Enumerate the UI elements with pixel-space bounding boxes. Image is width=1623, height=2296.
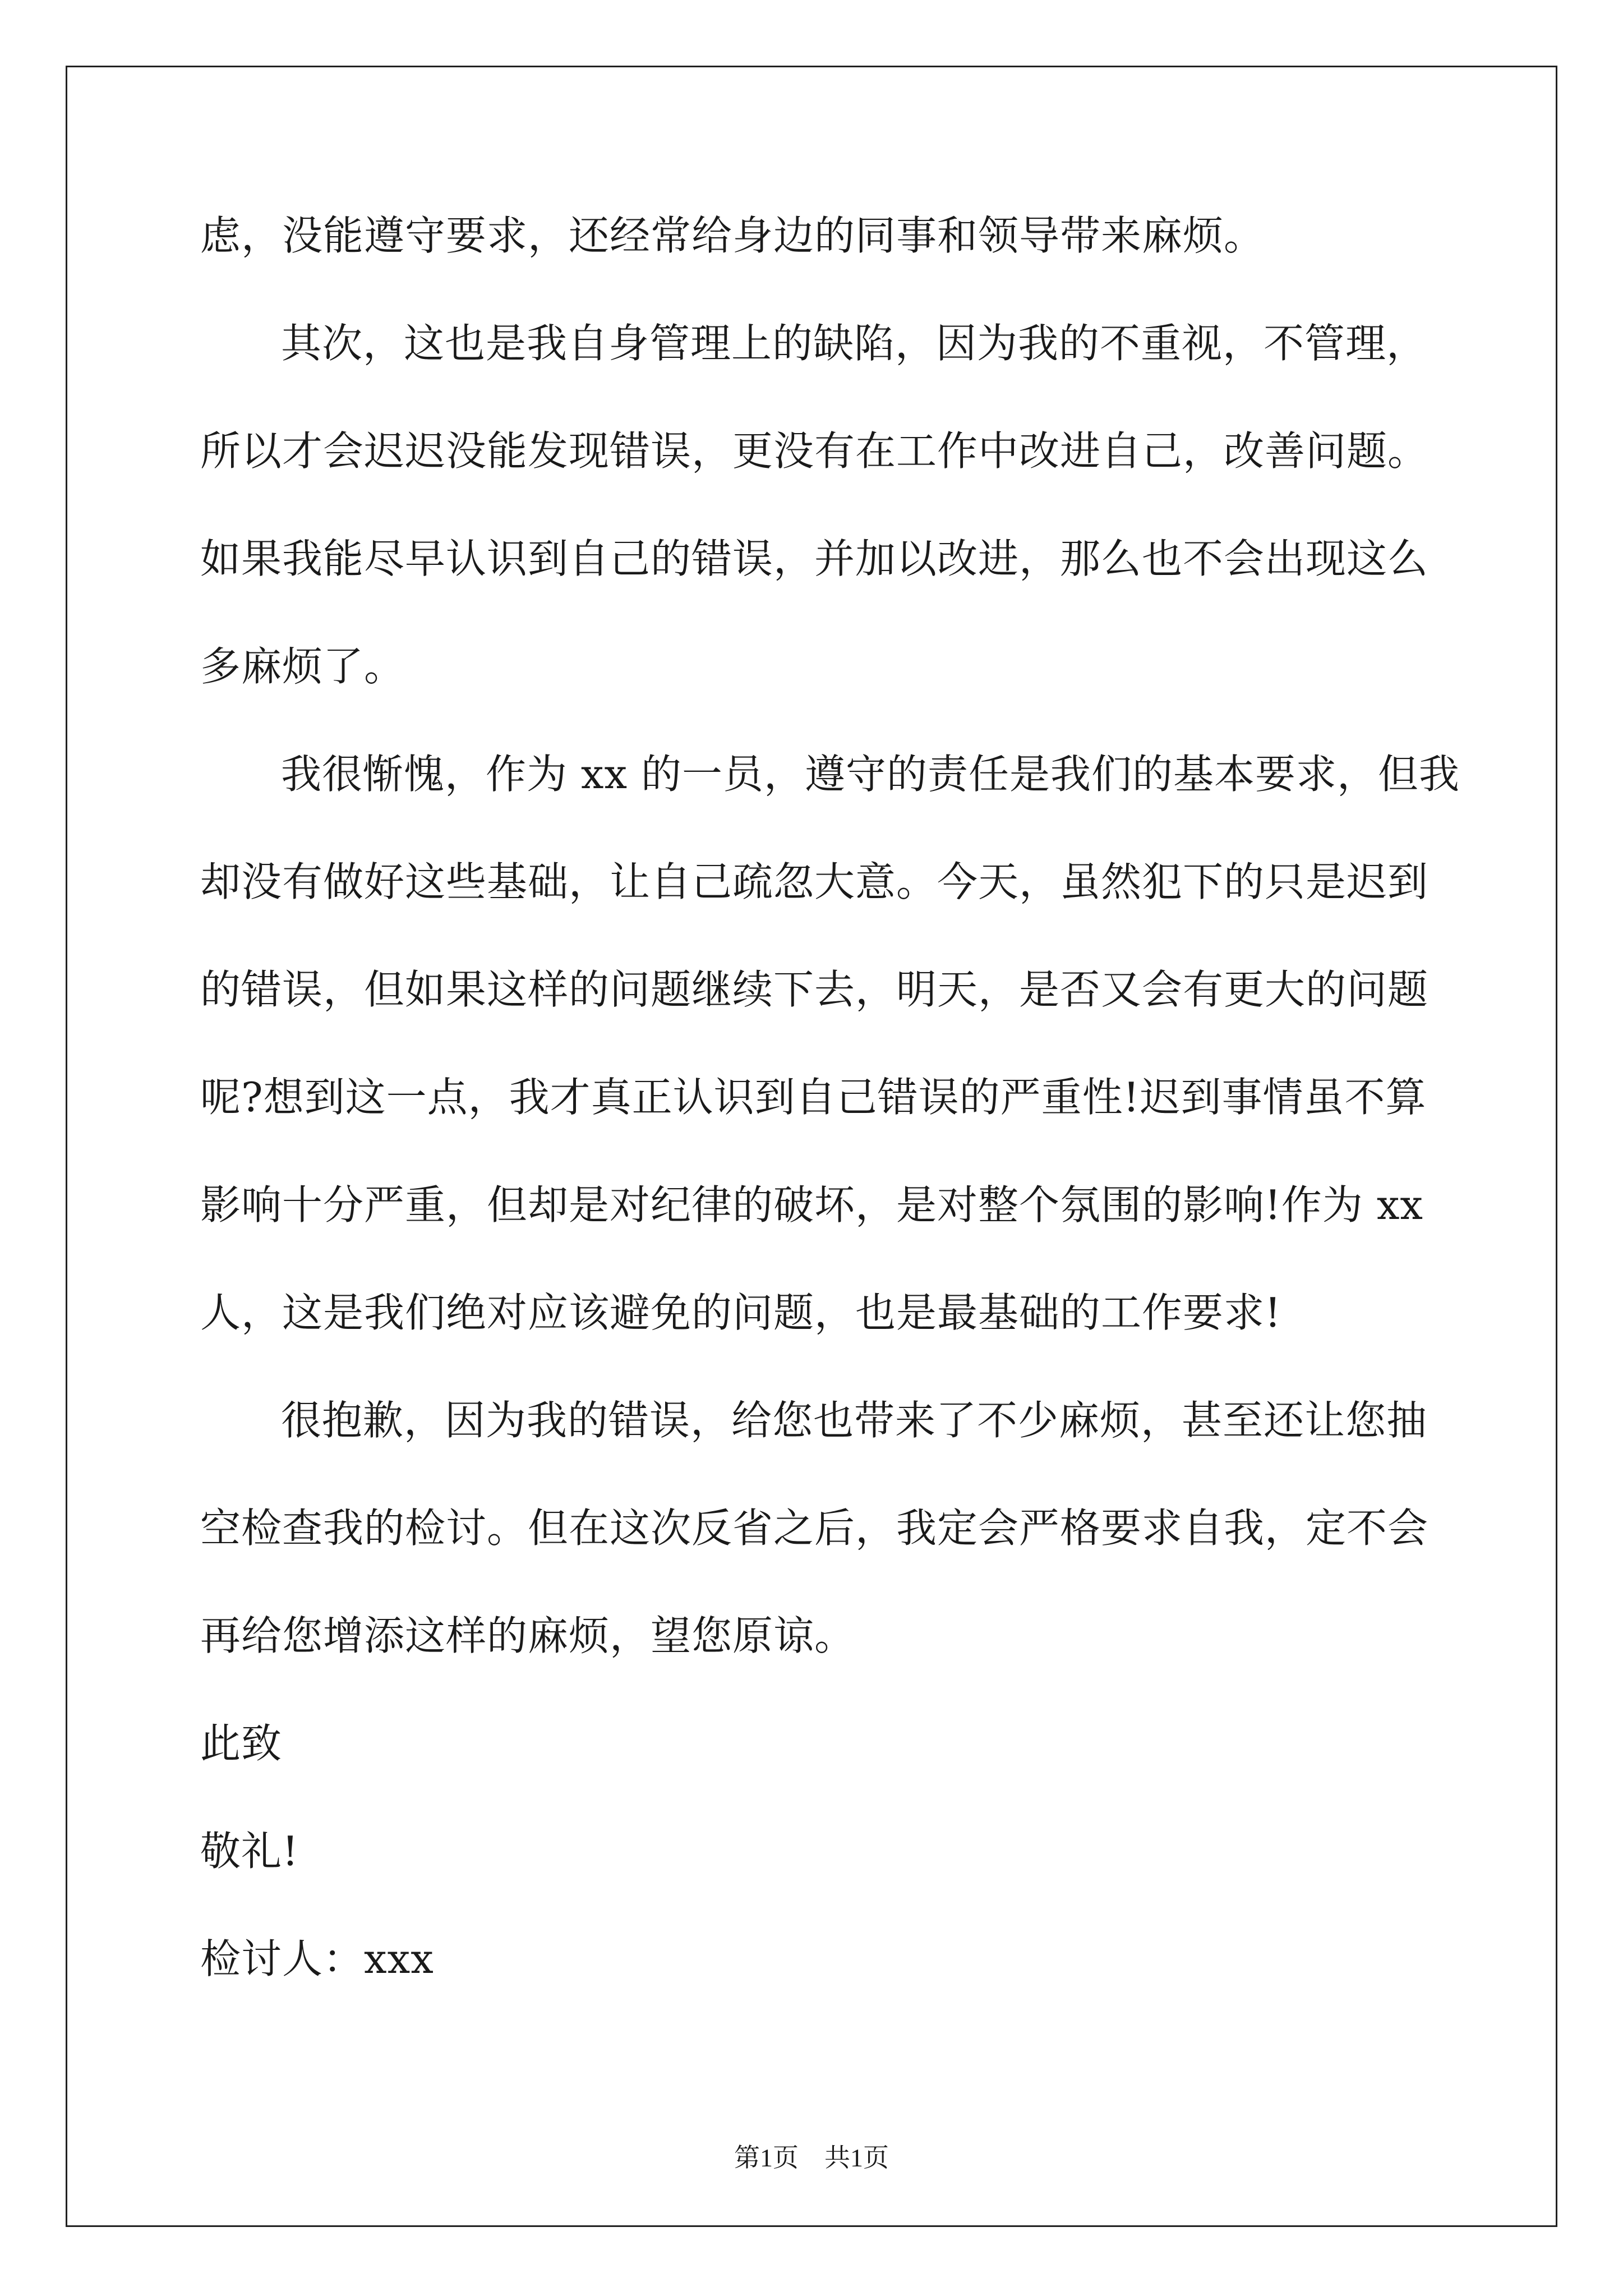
body-line: 其次，这也是我自身管理上的缺陷，因为我的不重视，不管理，: [281, 320, 1428, 367]
body-line: 呢?想到这一点，我才真正认识到自己错误的严重性!迟到事情虽不算: [200, 1074, 1427, 1121]
body-line: 很抱歉，因为我的错误，给您也带来了不少麻烦，甚至还让您抽: [281, 1397, 1428, 1444]
body-line: 却没有做好这些基础，让自己疏忽大意。今天，虽然犯下的只是迟到: [200, 858, 1429, 905]
body-line: 虑，没能遵守要求，还经常给身边的同事和领导带来麻烦。: [200, 212, 1265, 259]
body-line: 再给您增添这样的麻烦，望您原谅。: [200, 1612, 856, 1659]
body-line: 多麻烦了。: [200, 643, 405, 690]
closing-salutation: 此致: [200, 1720, 283, 1767]
body-line: 影响十分严重，但却是对纪律的破坏，是对整个氛围的影响!作为 xx: [200, 1181, 1424, 1228]
document-body: [200, 209, 1460, 2040]
body-line: 我很惭愧，作为 xx 的一员，遵守的责任是我们的基本要求，但我: [281, 751, 1460, 798]
body-line: 如果我能尽早认识到自己的错误，并加以改进，那么也不会出现这么: [200, 535, 1429, 582]
body-line: 所以才会迟迟没能发现错误，更没有在工作中改进自己，改善问题。: [200, 427, 1429, 475]
body-line: 的错误，但如果这样的问题继续下去，明天，是否又会有更大的问题: [200, 966, 1429, 1013]
body-line: 人，这是我们绝对应该避免的问题，也是最基础的工作要求!: [200, 1289, 1281, 1336]
body-line: 空检查我的检讨。但在这次反省之后，我定会严格要求自我，定不会: [200, 1504, 1429, 1552]
signature-line: 检讨人：xxx: [200, 1935, 434, 1982]
page-number-footer: 第1页 共1页: [734, 2143, 889, 2172]
closing-regards: 敬礼!: [200, 1828, 299, 1875]
